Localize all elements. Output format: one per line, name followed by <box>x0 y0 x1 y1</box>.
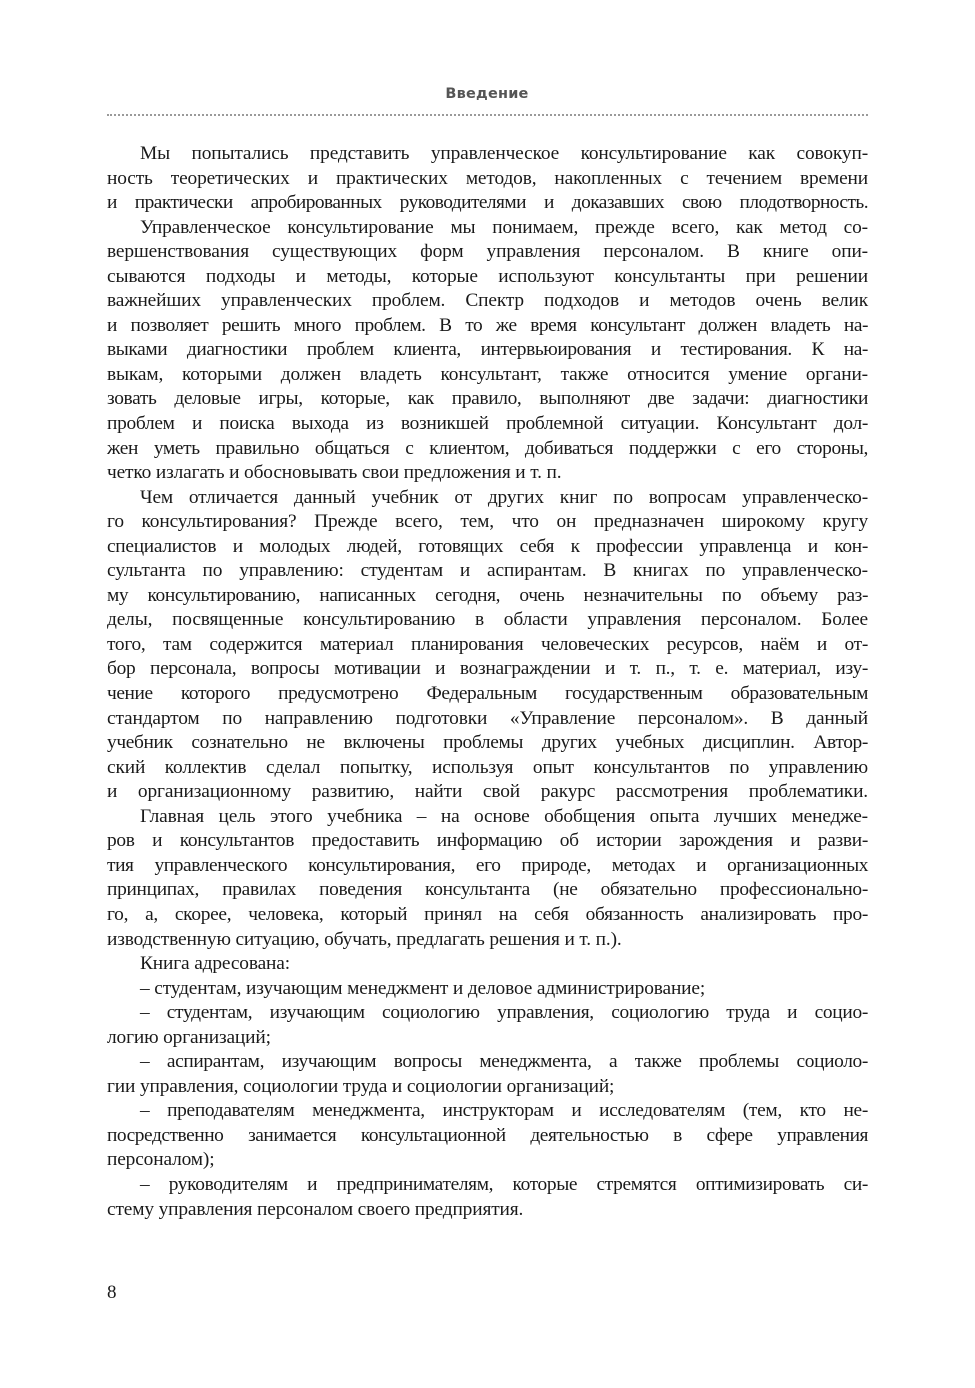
running-head-title: Введение <box>445 86 529 102</box>
text-line: и позволяет решить много проблем. В то же время консультант должен владеть на- <box>107 314 868 336</box>
text-line: принципах, правилах поведения консультанта (не обязательно профессионально- <box>107 879 868 901</box>
body-text <box>107 142 868 1222</box>
text-line: логию организаций; <box>107 1026 271 1048</box>
text-line: важнейших управленческих проблем. Спектр подходов и методов очень велик <box>107 290 868 312</box>
text-line: ность теоретических и практических методов, накопленных с течением времени <box>107 167 868 189</box>
text-line: – студентам, изучающим социологию управления, социологию труда и социо- <box>140 1002 868 1024</box>
paragraph <box>107 142 868 216</box>
text-line: и организационному развитию, найти свой ракурс рассмотрения проблематики. <box>107 781 868 803</box>
text-line: выкам, которыми должен владеть консультант, также относится умение органи- <box>107 363 868 385</box>
text-line: гии управления, социологии труда и социологии организаций; <box>107 1075 615 1097</box>
text-line: сультанта по управлению: студентам и аспирантам. В книгах по управленческо- <box>107 560 868 582</box>
text-line: специалистов и молодых людей, готовящих себя к профессии управленца и кон- <box>107 535 868 557</box>
text-line: – аспирантам, изучающим вопросы менеджмента, а также проблемы социоло- <box>140 1051 868 1073</box>
text-line: вершенствования существующих форм управления персоналом. В книге опи- <box>107 241 868 263</box>
paragraph <box>107 952 868 977</box>
text-line: стему управления персоналом своего предприятия. <box>107 1198 524 1220</box>
text-line: того, там содержится материал планирования человеческих ресурсов, наём и от- <box>107 633 868 655</box>
list-item <box>107 1050 868 1099</box>
text-line: жен уметь правильно общаться с клиентом, добиваться поддержки с его стороны, <box>107 437 868 459</box>
text-line: изводственную ситуацию, обучать, предлагать решения и т. п.). <box>107 928 622 950</box>
text-line: выками диагностики проблем клиента, интервьюирования и тестирования. К на- <box>107 339 868 361</box>
text-line: му консультированию, написанных сегодня, очень незначительны по объему раз- <box>107 584 868 606</box>
list-item <box>107 1099 868 1173</box>
paragraph <box>107 486 868 805</box>
text-line: ров и консультантов предоставить информацию об истории зарождения и разви- <box>107 830 868 852</box>
text-line: Главная цель этого учебника – на основе обобщения опыта лучших менедже- <box>140 805 868 827</box>
text-line: Книга адресована: <box>140 953 290 975</box>
header-dotted-rule <box>107 114 868 116</box>
text-line: Управленческое консультирование мы понимаем, прежде всего, как метод со- <box>140 216 868 238</box>
list-item <box>107 1001 868 1050</box>
text-line: персоналом); <box>107 1149 215 1171</box>
text-line: бор персонала, вопросы мотивации и вознаграждении и т. п., т. е. материал, изу- <box>107 658 868 680</box>
text-line: стандартом по направлению подготовки «Управление персоналом». В данный <box>107 707 868 729</box>
text-line: зовать деловые игры, которые, как правило, выполняют две задачи: диагностики <box>107 388 868 410</box>
text-line: – руководителям и предпринимателям, которые стремятся оптимизировать си- <box>140 1173 868 1195</box>
text-line: делы, посвященные консультированию в области управления персоналом. Более <box>107 609 868 631</box>
list-item <box>107 1173 868 1222</box>
list-item <box>107 977 868 1002</box>
text-line: учебник сознательно не включены проблемы других учебных дисциплин. Автор- <box>107 732 868 754</box>
text-line: посредственно занимается консультационной деятельностью в сфере управления <box>107 1124 868 1146</box>
text-line: сываются подходы и методы, которые используют консультанты при решении <box>107 265 868 287</box>
text-line: – преподавателям менеджмента, инструкторам и исследователям (тем, кто не- <box>140 1100 868 1122</box>
paragraph <box>107 805 868 952</box>
text-line: и практически апробированных руководителями и доказавших свою плодотворность. <box>107 192 868 214</box>
page-number: 8 <box>107 1282 117 1303</box>
text-line: ский коллектив сделал попытку, используя опыт консультантов по управлению <box>107 756 868 778</box>
text-line: чение которого предусмотрено Федеральным государственным образовательным <box>107 683 868 705</box>
text-line: – студентам, изучающим менеджмент и деловое администрирование; <box>140 977 706 999</box>
text-line: го, а, скорее, человека, который принял на себя обязанность анализировать про- <box>107 903 868 925</box>
text-line: четко излагать и обосновывать свои предложения и т. п. <box>107 462 562 484</box>
text-line: Чем отличается данный учебник от других книг по вопросам управленческо- <box>140 486 868 508</box>
paragraph <box>107 216 868 486</box>
text-line: Мы попытались представить управленческое консультирование как совокуп- <box>140 143 868 164</box>
text-line: тия управленческого консультирования, его природе, методах и организационных <box>107 854 868 876</box>
text-line: проблем и поиска выхода из возникшей проблемной ситуации. Консультант дол- <box>107 413 868 435</box>
text-line: го консультирования? Прежде всего, тем, что он предназначен широкому кругу <box>107 511 868 533</box>
